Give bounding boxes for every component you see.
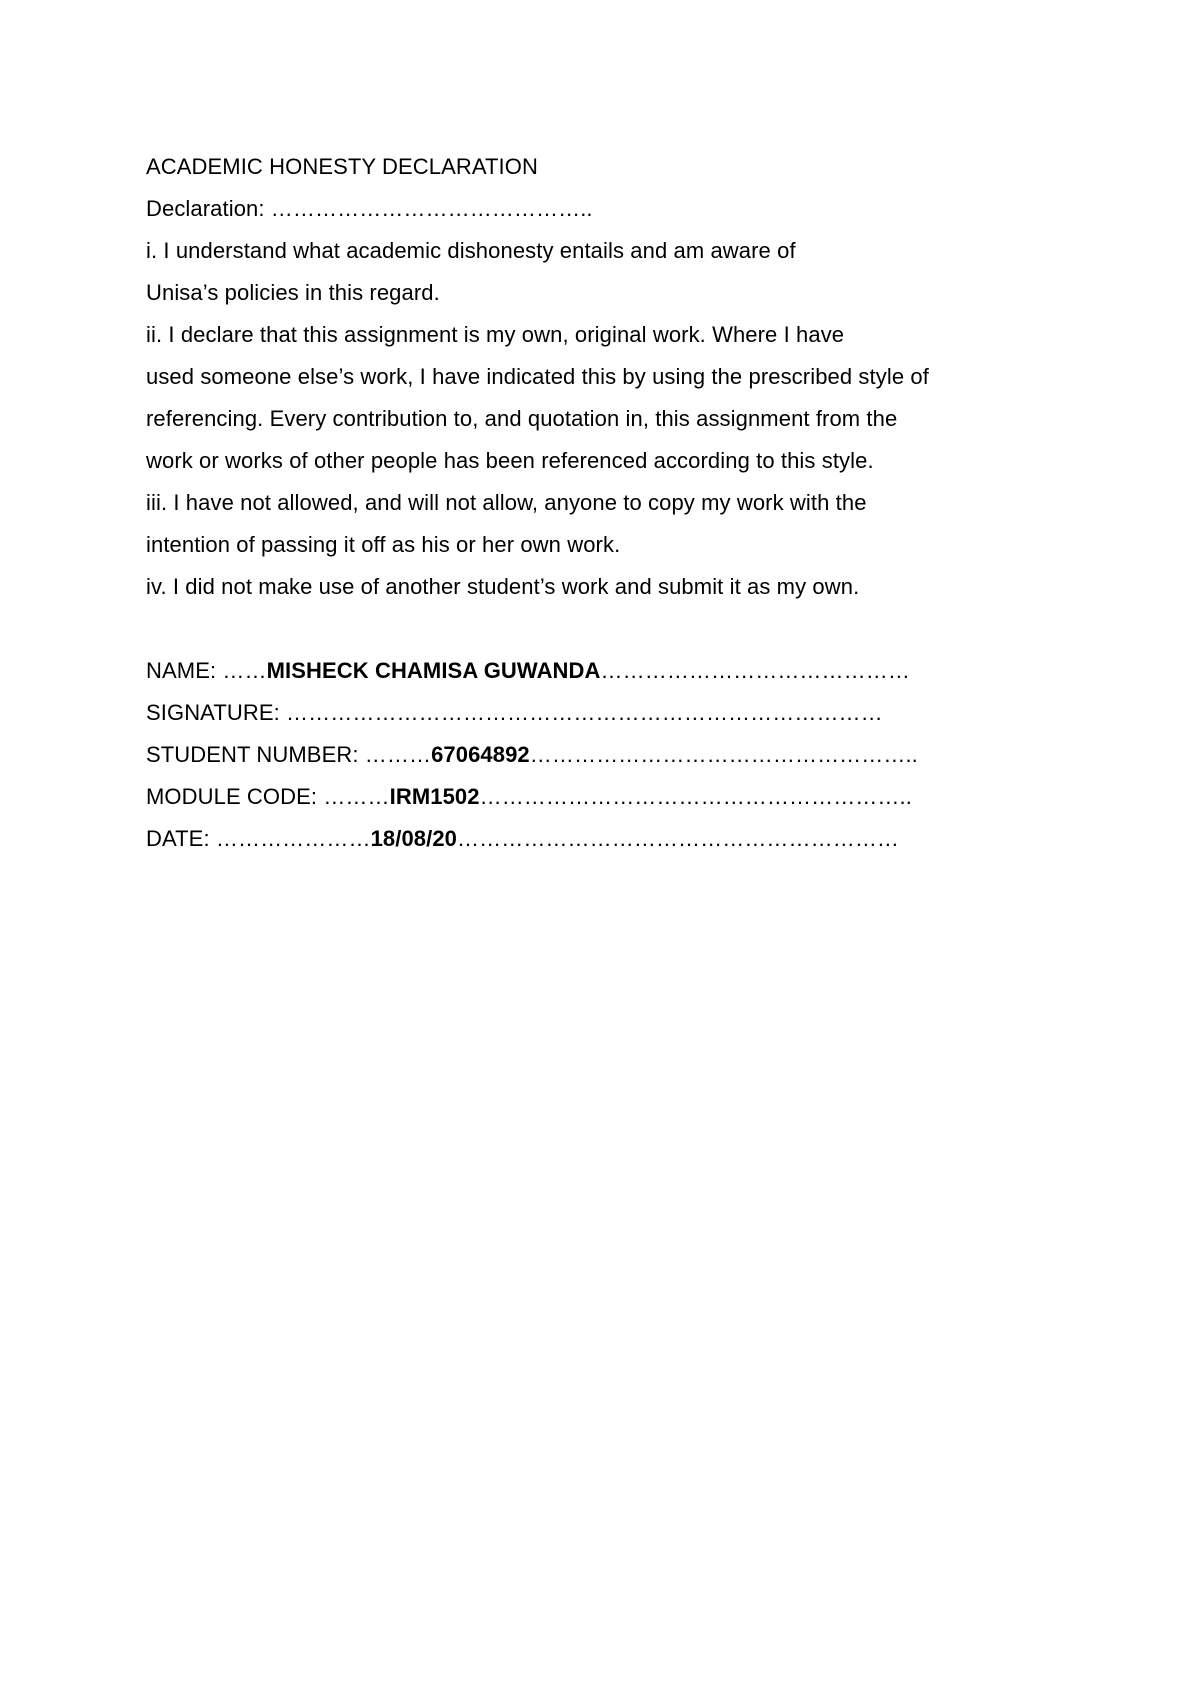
date-post-dots: …………………………………………………… <box>457 826 900 851</box>
item-ii-line-2: used someone else’s work, I have indicated this by using the prescribed style of <box>146 364 929 389</box>
student-number-label: STUDENT NUMBER: <box>146 742 365 767</box>
module-code-label: MODULE CODE: <box>146 784 324 809</box>
date-pre-dots: ………………… <box>215 826 371 851</box>
declaration-label: Declaration: <box>146 196 265 221</box>
page-title: ACADEMIC HONESTY DECLARATION <box>146 154 538 179</box>
item-ii-line-4: work or works of other people has been referenced according to this style. <box>146 448 874 473</box>
name-field <box>146 650 1046 692</box>
student-number-pre-dots: ……… <box>364 742 432 767</box>
declaration-dots: …………………………………….. <box>264 196 593 221</box>
item-iii-line-1: iii. I have not allowed, and will not allow, anyone to copy my work with the <box>146 490 867 515</box>
spacer <box>146 608 1046 650</box>
student-number-field <box>146 734 1046 776</box>
module-code-post-dots: ………………………………………………….. <box>479 784 912 809</box>
module-code-field <box>146 776 1046 818</box>
signature-pre-dots: ……………………………………………………………………… <box>286 700 883 725</box>
signature-label: SIGNATURE: <box>146 700 287 725</box>
signature-field <box>146 692 1046 734</box>
student-number-post-dots: …………………………………………….. <box>529 742 918 767</box>
date-label: DATE: <box>146 826 216 851</box>
student-number-value: 67064892 <box>431 742 530 767</box>
item-iii-line-2: intention of passing it off as his or her own work. <box>146 532 621 557</box>
date-value: 18/08/20 <box>370 826 458 851</box>
item-ii-line-1: ii. I declare that this assignment is my own, original work. Where I have <box>146 322 845 347</box>
name-label: NAME: <box>146 658 223 683</box>
declaration-block <box>146 146 1046 860</box>
name-post-dots: …………………………………… <box>600 658 910 683</box>
module-code-value: IRM1502 <box>389 784 480 809</box>
module-code-pre-dots: ……… <box>323 784 390 809</box>
name-value: MISHECK CHAMISA GUWANDA <box>266 658 601 683</box>
item-ii-line-3: referencing. Every contribution to, and quotation in, this assignment from the <box>146 406 898 431</box>
item-i-line-2: Unisa’s policies in this regard. <box>146 280 440 305</box>
item-i-line-1: i. I understand what academic dishonesty entails and am aware of <box>146 238 796 263</box>
item-iv-line-1: iv. I did not make use of another student’s work and submit it as my own. <box>146 574 860 599</box>
declaration-line <box>146 188 1046 230</box>
date-field <box>146 818 1046 860</box>
name-pre-dots: …… <box>222 658 267 683</box>
